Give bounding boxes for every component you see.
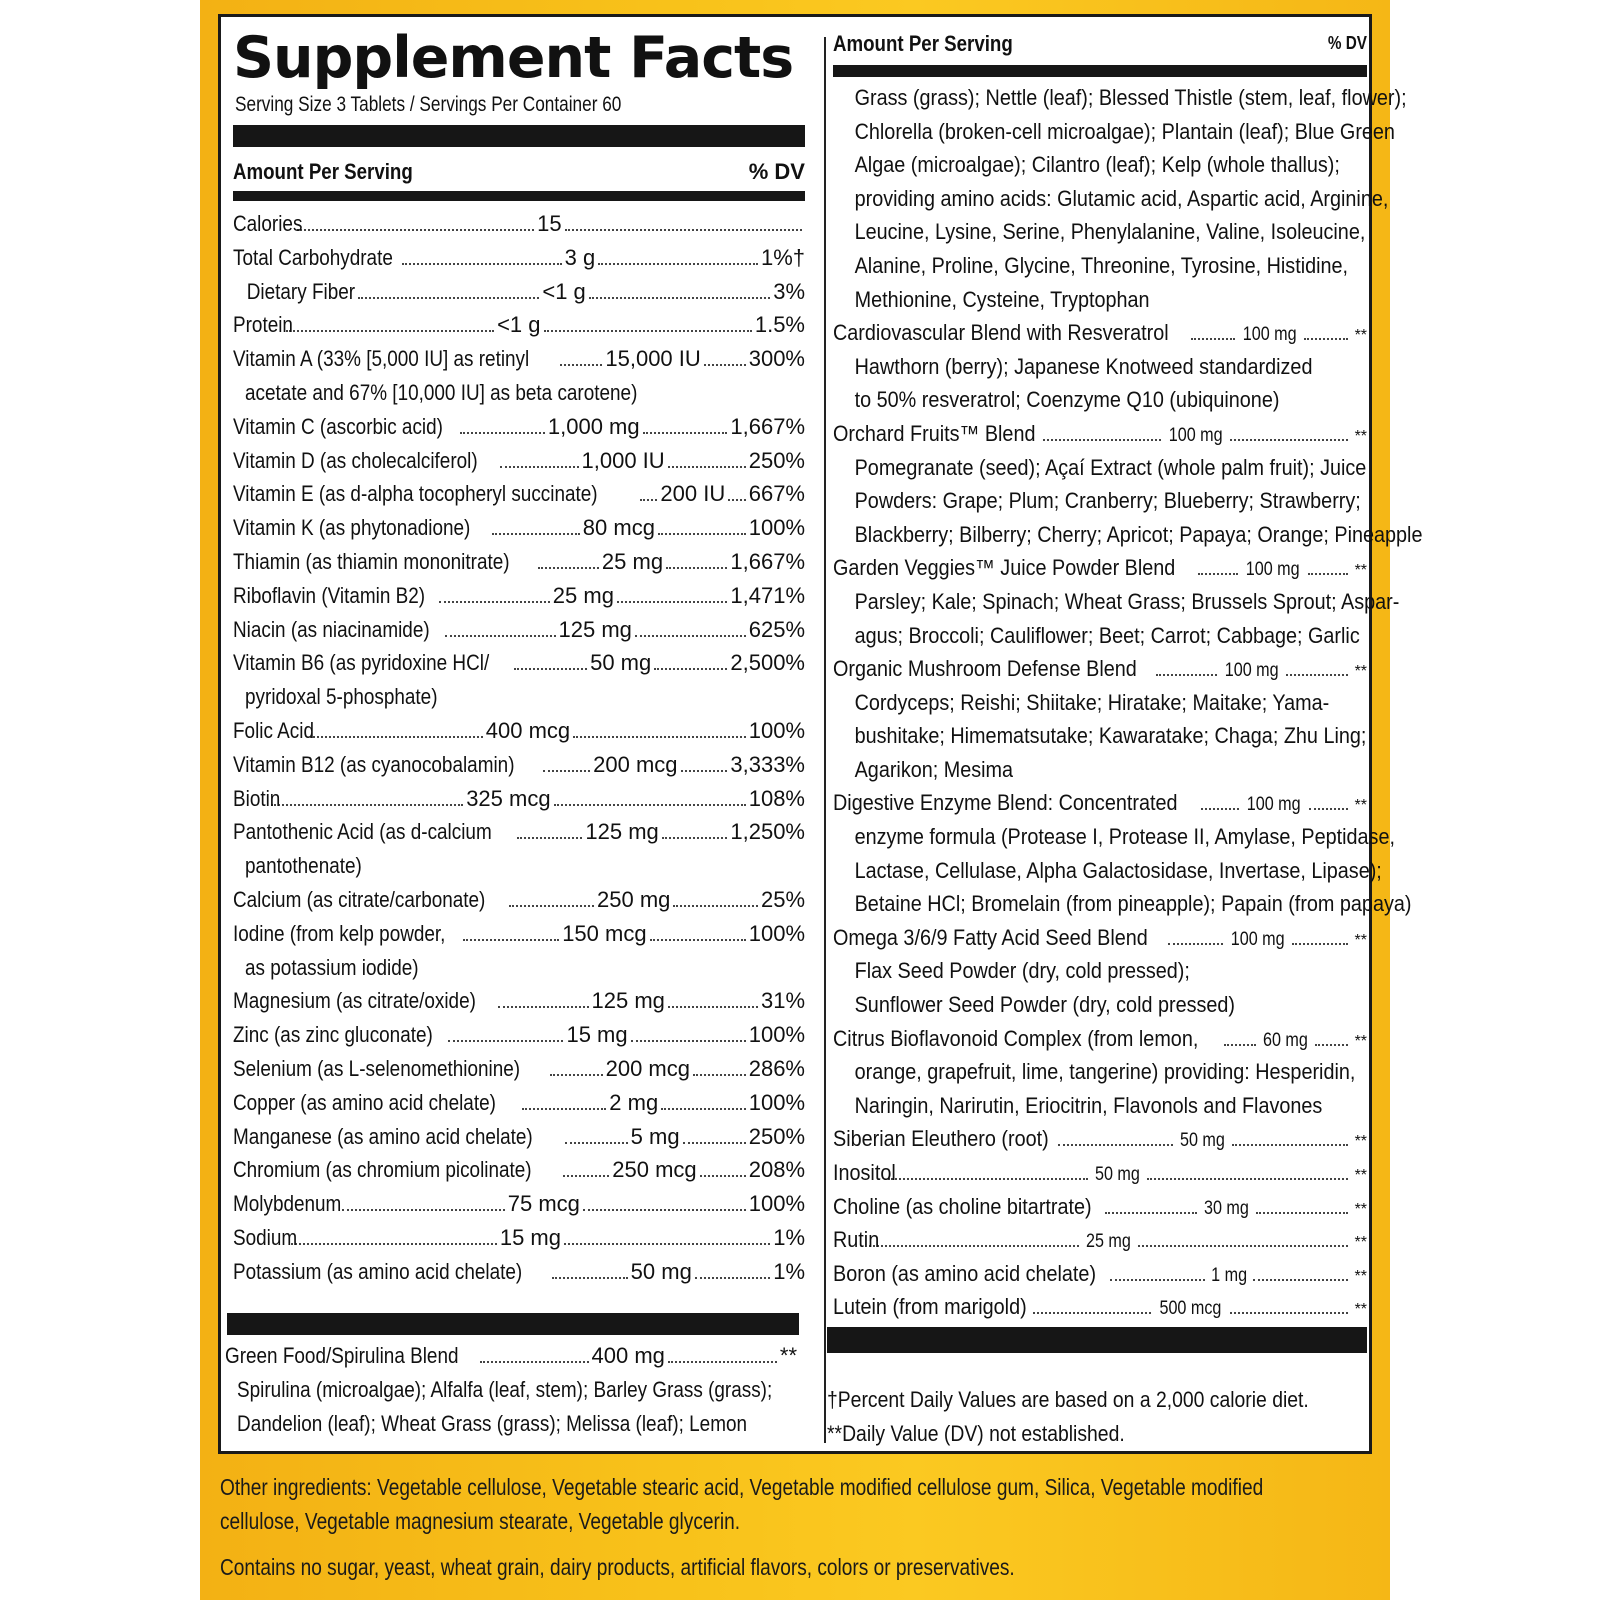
column-divider [824,37,826,1443]
blend-dv: ** [1354,1200,1368,1218]
blend-ingredient-line: Pomegranate (seed); Açaí Extract (whole palm fruit); Juice [854,454,1367,480]
nutrient-name: Zinc (as zinc gluconate) [233,1022,433,1048]
nutrient-row [233,1255,805,1289]
blend-dv: ** [1354,1267,1367,1285]
blend-dv: ** [1354,562,1368,580]
footnote-rule [827,1327,1367,1353]
nutrient-amount: 400 mcg [485,717,571,743]
nutrient-name: Sodium [233,1224,298,1250]
nutrient-continuation: acetate and 67% [10,000 IU] as beta carotene) [245,379,638,405]
blend-rule [227,1313,799,1335]
nutrient-amount: 75 mcg [507,1191,580,1217]
blend-amount: 50 mg [1095,1164,1141,1185]
blend-ingredient-line: Naringin, Narirutin, Eriocitrin, Flavonols and Flavones [854,1092,1323,1118]
medium-rule [233,191,805,201]
nutrient-dv: 108% [748,785,805,811]
nutrient-amount: 250 mcg [612,1157,697,1183]
nutrient-name: Vitamin B12 (as cyanocobalamin) [233,751,515,777]
nutrient-row [233,883,805,917]
footnote-not-established: **Daily Value (DV) not established. [827,1421,1125,1446]
blend-ingredient-line: Dandelion (leaf); Wheat Grass (grass); Melissa (leaf); Lemon [237,1410,748,1436]
nutrient-dv: 1,250% [730,819,805,845]
nutrient-row [233,308,805,342]
blend-dv: ** [1354,1133,1368,1151]
nutrient-dv: 2,500% [730,650,805,676]
blend-ingredient-line: Lactase, Cellulase, Alpha Galactosidase, Invertase, Lipase); [854,857,1382,883]
nutrient-dv: 300% [748,346,805,372]
nutrient-name: Riboflavin (Vitamin B2) [233,582,426,608]
blend-ingredient-line: Blackberry; Bilberry; Cherry; Apricot; Papaya; Orange; Pineapple [854,521,1423,547]
blend-name: Siberian Eleuthero (root) [833,1126,1049,1152]
nutrient-dv: 1% [773,1224,806,1250]
blend-name: Organic Mushroom Defense Blend [833,656,1137,682]
blend-name: Rutin [833,1227,880,1253]
blend-ingredient-line: Grass (grass); Nettle (leaf); Blessed Thistle (stem, leaf, flower); [854,85,1407,110]
blend-ingredient-line: Powders: Grape; Plum; Cranberry; Blueberry; Strawberry; [854,488,1361,514]
blend-ingredient-line: bushitake; Himematsutake; Kawaratake; Chaga; Zhu Ling; [854,723,1367,749]
nutrient-dv: ** [779,1343,798,1368]
blend-ingredient-line: enzyme formula (Protease I, Protease II, Amylase, Peptidase, [854,824,1395,850]
nutrient-dv: 100% [748,515,806,541]
serving-info: Serving Size 3 Tablets / Servings Per Container 60 [235,93,622,116]
other-ingredients-line-2: cellulose, Vegetable magnesium stearate, Vegetable glycerin. [220,1508,741,1534]
blend-row [833,1022,1367,1056]
nutrient-name: Vitamin C (ascorbic acid) [233,413,443,439]
nutrient-amount: 1,000 IU [581,447,665,473]
nutrient-dv: 208% [748,1157,806,1183]
nutrient-amount: <1 g [542,278,586,304]
blend-amount: 25 mg [1086,1231,1131,1253]
nutrient-row [233,545,805,579]
blend-amount: 100 mg [1168,424,1223,446]
nutrient-name: Chromium (as chromium picolinate) [233,1157,532,1183]
blend-dv: ** [1354,931,1367,949]
other-ingredients-line-1: Other ingredients: Vegetable cellulose, Vegetable stearic acid, Vegetable modified cellulose gum, Silica, Vegetable modified [220,1474,1264,1500]
nutrient-amount: 50 mg [630,1258,692,1284]
nutrient-continuation: pantothenate) [245,853,362,879]
blend-dv: ** [1354,1167,1368,1184]
blend-row [833,1223,1367,1257]
nutrient-dv: 286% [748,1055,805,1081]
thick-rule [233,125,805,147]
nutrient-amount: 1,000 mg [547,413,640,439]
nutrient-dv: 100% [748,717,806,743]
blend-ingredient-line: Algae (microalgae); Cilantro (leaf); Kelp (whole thallus); [854,152,1340,178]
nutrient-dv: 1%† [760,244,805,270]
nutrient-dv: 3% [773,278,805,304]
blend-name: Omega 3/6/9 Fatty Acid Seed Blend [833,924,1148,950]
blend-row [833,1290,1367,1324]
nutrient-row [233,511,805,545]
blend-row [833,1257,1367,1291]
nutrient-amount: <1 g [497,312,541,338]
blend-name: Cardiovascular Blend with Resveratrol [833,320,1169,346]
nutrient-name: Iodine (from kelp powder, [233,920,446,946]
nutrient-amount: 25 mg [601,548,664,574]
blend-dv: ** [1354,1032,1368,1050]
supplement-facts-panel [218,14,1423,1454]
nutrient-dv: 100% [748,1191,806,1217]
nutrient-row [233,748,805,782]
nutrient-row [233,410,805,444]
nutrient-name: Pantothenic Acid (as d-calcium [233,819,492,845]
blend-ingredient-line: orange, grapefruit, lime, tangerine) providing: Hesperidin, [854,1059,1356,1085]
nutrient-row [233,444,805,478]
blend-ingredient-line: Hawthorn (berry); Japanese Knotweed standardized [854,353,1313,379]
nutrient-row [233,1086,805,1120]
nutrient-dv: 625% [748,616,806,642]
nutrient-amount: 250 mg [597,886,671,912]
nutrient-name: Vitamin A (33% [5,000 IU] as retinyl [233,346,530,372]
nutrient-amount: 5 mg [630,1123,680,1149]
nutrient-amount: 3 g [564,244,596,270]
blend-list [833,81,1423,1324]
blend-row [833,551,1367,585]
blend-ingredient-line: Spirulina (microalgae); Alfalfa (leaf, stem); Barley Grass (grass); [237,1376,773,1402]
nutrient-row [233,646,805,680]
dv-header: % DV [748,159,805,184]
nutrient-name: Molybdenum [233,1191,342,1217]
nutrient-dv: 250% [748,447,805,473]
nutrient-row [233,1052,805,1086]
blend-dv: ** [1354,797,1367,815]
blend-ingredient-line: providing amino acids: Glutamic acid, Aspartic acid, Arginine, [854,185,1389,211]
nutrient-amount: 15 [537,211,562,236]
blend-ingredient-line: Alanine, Proline, Glycine, Threonine, Tyrosine, Histidine, [854,252,1349,278]
nutrient-name: Dietary Fiber [246,278,356,304]
blend-dv: ** [1354,1234,1367,1252]
nutrient-dv: 100% [748,1089,806,1115]
nutrient-amount: 125 mg [558,616,632,642]
nutrient-dv: 1,471% [730,582,806,608]
blend-name: Digestive Enzyme Blend: Concentrated [833,790,1178,816]
nutrient-row [233,477,805,511]
nutrient-amount: 125 mg [591,988,665,1014]
nutrient-row [233,207,805,241]
blend-name: Garden Veggies™ Juice Powder Blend [833,555,1176,581]
blend-row [833,1156,1367,1190]
footnotes [827,1383,1361,1451]
blend-amount: 50 mg [1180,1130,1226,1152]
nutrient-list [233,207,805,1289]
blend-amount: 60 mg [1263,1029,1309,1051]
nutrient-amount: 15 mg [566,1022,628,1048]
nutrient-row [233,579,805,613]
nutrient-name: Calcium (as citrate/carbonate) [233,886,486,912]
nutrient-amount: 200 IU [660,481,726,507]
blend-dv: ** [1354,1301,1368,1319]
green-blend-row [225,1339,797,1373]
nutrient-row [233,782,805,816]
blend-amount: 100 mg [1246,559,1300,581]
nutrient-name: Copper (as amino acid chelate) [233,1089,496,1115]
nutrient-amount: 200 mcg [593,751,678,777]
nutrient-name: Vitamin B6 (as pyridoxine HCl/ [233,650,490,676]
nutrient-name: Magnesium (as citrate/oxide) [233,988,476,1014]
nutrient-amount: 80 mcg [582,515,655,541]
nutrient-name: Thiamin (as thiamin mononitrate) [233,548,510,574]
nutrient-name: Green Food/Spirulina Blend [225,1343,459,1368]
nutrient-dv: 667% [748,481,805,507]
blend-dv: ** [1354,663,1368,681]
blend-row [833,921,1367,955]
footnote-dv: †Percent Daily Values are based on a 2,000 calorie diet. [827,1387,1309,1412]
blend-ingredient-line: Methionine, Cysteine, Tryptophan [854,286,1150,312]
blend-dv: ** [1354,327,1368,345]
nutrient-name: Vitamin D (as cholecalciferol) [233,447,478,473]
nutrient-row [233,275,805,309]
blend-amount: 1 mg [1210,1264,1247,1286]
blend-ingredient-line: Betaine HCl; Bromelain (from pineapple); Papain (from papaya) [854,891,1412,917]
nutrient-row [233,917,805,951]
nutrient-name: Total Carbohydrate [233,244,393,270]
blend-ingredient-line: agus; Broccoli; Cauliflower; Beet; Carrot; Cabbage; Garlic [854,622,1360,648]
nutrient-name: Biotin [233,785,281,811]
blend-dv: ** [1354,427,1368,445]
contains-statement: Contains no sugar, yeast, wheat grain, dairy products, artificial flavors, colors or preservatives. [220,1554,1015,1580]
thick-rule-right [833,65,1367,77]
nutrient-amount: 200 mcg [605,1055,690,1081]
green-blend [225,1339,797,1440]
blend-row [833,786,1367,820]
nutrient-name: Niacin (as niacinamide) [233,616,430,642]
nutrient-dv: 250% [748,1123,806,1149]
nutrient-amount: 15,000 IU [605,346,701,372]
blend-row [833,652,1367,686]
amount-per-serving-label: Amount Per Serving [233,159,413,184]
nutrient-name: Potassium (as amino acid chelate) [233,1258,523,1284]
nutrient-dv: 100% [748,920,806,946]
blend-ingredient-line: Cordyceps; Reishi; Shiitake; Hiratake; Maitake; Yama- [854,689,1330,715]
blend-amount: 100 mg [1224,660,1279,682]
blend-name: Choline (as choline bitartrate) [833,1193,1092,1219]
nutrient-row [233,815,805,849]
nutrient-dv: 1,667% [730,548,806,574]
blend-name: Lutein (from marigold) [833,1294,1027,1320]
nutrient-dv: 1,667% [730,413,806,439]
nutrient-name: Folic Acid [233,717,314,743]
blend-ingredient-line: Leucine, Lysine, Serine, Phenylalanine, Valine, Isoleucine, [854,219,1366,245]
nutrient-amount: 15 mg [499,1224,561,1250]
nutrient-row [233,1018,805,1052]
nutrient-row [233,613,805,647]
blend-row [833,417,1367,451]
nutrient-row [233,1120,805,1154]
amount-per-serving-label-right: Amount Per Serving [833,31,1013,56]
nutrient-name: Vitamin E (as d-alpha tocopheryl succinate) [233,481,598,507]
nutrient-name: Vitamin K (as phytonadione) [233,515,471,541]
blend-name: Citrus Bioflavonoid Complex (from lemon, [833,1025,1199,1051]
other-ingredients [220,1470,1360,1584]
nutrient-dv: 25% [760,886,806,912]
blend-ingredient-line: to 50% resveratrol; Coenzyme Q10 (ubiquinone) [854,387,1280,413]
blend-amount: 500 mcg [1159,1298,1222,1320]
nutrient-name: Calories [233,211,303,236]
nutrient-amount: 25 mg [552,582,614,608]
nutrient-row [233,1153,805,1187]
blend-name: Boron (as amino acid chelate) [833,1260,1097,1286]
nutrient-amount: 150 mcg [562,920,647,946]
nutrient-continuation: pyridoxal 5-phosphate) [245,684,438,710]
blend-ingredient-line: Agarikon; Mesima [854,756,1014,782]
blend-amount: 30 mg [1204,1197,1249,1219]
nutrient-name: Manganese (as amino acid chelate) [233,1123,533,1149]
nutrient-row [233,1187,805,1221]
nutrient-row [233,241,805,275]
nutrient-row [233,714,805,748]
dv-header-right: % DV [1327,33,1367,53]
blend-amount: 100 mg [1242,324,1297,346]
nutrient-amount: 125 mg [585,819,659,845]
blend-amount: 100 mg [1230,928,1285,950]
blend-row [833,1122,1367,1156]
blend-name: Orchard Fruits™ Blend [833,420,1036,446]
blend-amount: 100 mg [1247,794,1302,816]
nutrient-amount: 50 mg [590,650,652,676]
blend-name: Inositol [833,1160,896,1185]
nutrient-row [233,342,805,376]
nutrient-continuation: as potassium iodide) [245,954,419,980]
nutrient-dv: 100% [748,1022,806,1048]
blend-ingredient-line: Chlorella (broken-cell microalgae); Plantain (leaf); Blue Green [854,118,1395,144]
nutrient-name: Selenium (as L-selenomethionine) [233,1055,521,1081]
nutrient-dv: 1% [773,1258,805,1284]
blend-row [833,1190,1367,1224]
blend-row [833,316,1367,350]
blend-ingredient-line: Parsley; Kale; Spinach; Wheat Grass; Brussels Sprout; Aspar- [854,588,1400,614]
nutrient-dv: 3,333% [730,751,805,777]
blend-ingredient-line: Flax Seed Powder (dry, cold pressed); [854,958,1190,984]
nutrient-dv: 1.5% [754,312,805,338]
panel-title: Supplement Facts [233,25,794,91]
nutrient-amount: 325 mcg [466,785,551,811]
nutrient-dv: 31% [760,988,806,1014]
blend-ingredient-line: Sunflower Seed Powder (dry, cold pressed) [854,992,1236,1018]
nutrient-name: Protein [233,312,293,338]
nutrient-amount: 2 mg [609,1089,659,1115]
nutrient-amount: 400 mg [591,1343,665,1368]
nutrient-row [233,984,805,1018]
nutrient-row [233,1221,805,1255]
